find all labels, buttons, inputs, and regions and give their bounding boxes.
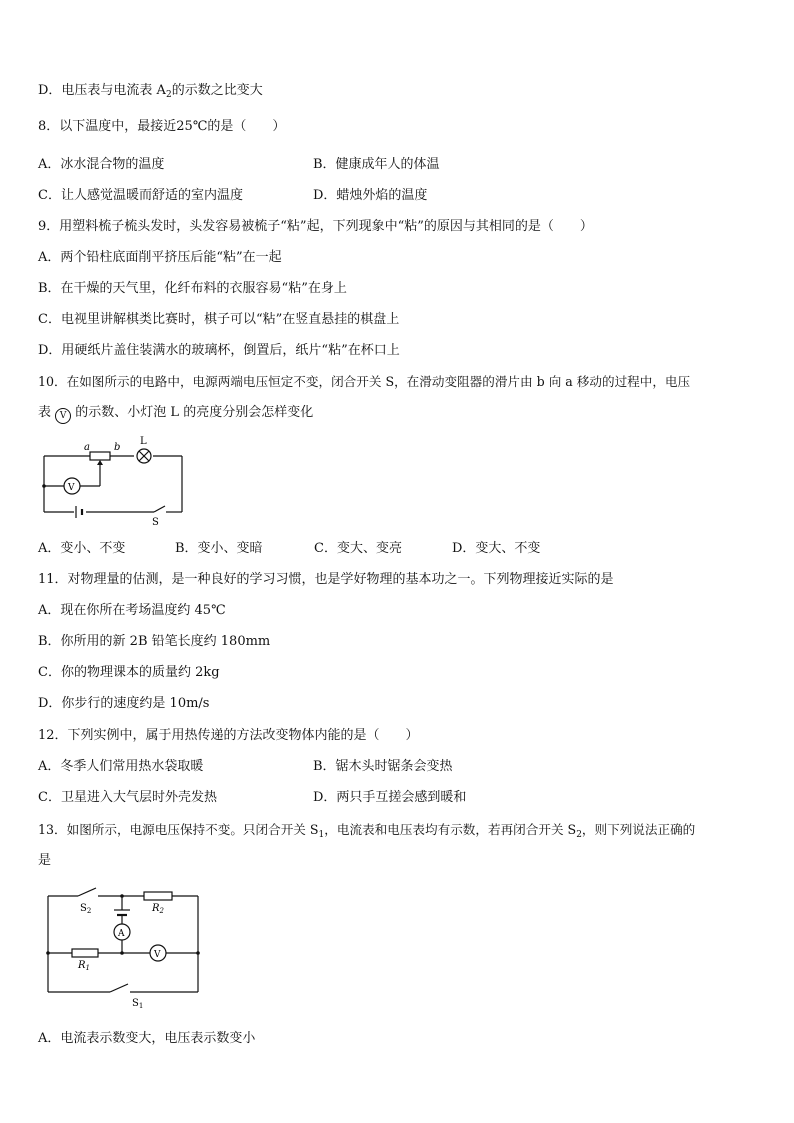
q10-option-a: A．变小、不变 bbox=[38, 541, 126, 556]
circuit-diagram-q13 bbox=[38, 880, 208, 1008]
q10-option-c: C．变大、变亮 bbox=[314, 541, 402, 556]
question-12: 12．下列实例中，属于用热传递的方法改变物体内能的是（ ） bbox=[38, 728, 419, 743]
label-S: S bbox=[152, 517, 159, 528]
subscript: 2 bbox=[165, 90, 172, 100]
q12-option-d: D．两只手互搓会感到暖和 bbox=[313, 790, 467, 805]
q11-option-c: C．你的物理课本的质量约 2kg bbox=[38, 665, 220, 680]
q12-option-a: A．冬季人们常用热水袋取暖 bbox=[38, 759, 204, 774]
voltmeter-symbol: V bbox=[55, 408, 71, 424]
question-11: 11．对物理量的估测，是一种良好的学习习惯，也是学好物理的基本功之一。下列物理接近实际的是 bbox=[38, 572, 614, 587]
q9-option-a: A．两个铅柱底面削平挤压后能“粘”在一起 bbox=[38, 250, 282, 265]
label-a: a bbox=[84, 442, 90, 453]
label-R2: $R_2$ bbox=[152, 903, 164, 915]
q8-option-b: B．健康成年人的体温 bbox=[313, 157, 440, 172]
label-L: L bbox=[140, 436, 147, 447]
q11-option-a: A．现在你所在考场温度约 45℃ bbox=[38, 603, 226, 618]
label-R1: $R_1$ bbox=[78, 960, 90, 972]
q13-text-3: ，则下列说法正确的 bbox=[581, 822, 696, 837]
label-A: A bbox=[118, 929, 125, 939]
label-V: V bbox=[154, 950, 161, 960]
q13-option-a: A．电流表示数变大，电压表示数变小 bbox=[38, 1031, 256, 1046]
prev-option-d-text-end: 的示数之比变大 bbox=[171, 83, 263, 98]
q11-option-d: D．你步行的速度约是 10m/s bbox=[38, 696, 210, 711]
q8-option-a: A．冰水混合物的温度 bbox=[38, 157, 165, 172]
q8-option-c: C．让人感觉温暖而舒适的室内温度 bbox=[38, 188, 243, 203]
subscript: 1 bbox=[318, 830, 325, 840]
q12-option-c: C．卫星进入大气层时外壳发热 bbox=[38, 790, 217, 805]
q13-text-2: ，电流表和电压表均有示数，若再闭合开关 S bbox=[324, 822, 577, 837]
q8-option-d: D．蜡烛外焰的温度 bbox=[313, 188, 428, 203]
circuit-diagram-q10 bbox=[38, 432, 188, 528]
question-13-line-2: 是 bbox=[38, 853, 52, 868]
question-13-line-1 bbox=[38, 821, 695, 844]
prev-option-d bbox=[38, 82, 263, 104]
q9-option-c: C．电视里讲解棋类比赛时，棋子可以“粘”在竖直悬挂的棋盘上 bbox=[38, 312, 400, 327]
subscript: 2 bbox=[576, 830, 582, 840]
q10-text-start: 表 bbox=[38, 405, 52, 420]
question-10-line-2 bbox=[38, 404, 313, 424]
q11-option-b: B．你所用的新 2B 铅笔长度约 180mm bbox=[38, 634, 271, 649]
label-S2: $S_2$ bbox=[80, 903, 92, 915]
label-V: V bbox=[68, 483, 75, 493]
question-10-line-1: 10．在如图所示的电路中，电源两端电压恒定不变，闭合开关 S，在滑动变阻器的滑片由 b 向 a 移动的过程中，电压 bbox=[38, 374, 691, 389]
q10-text-end: 的示数、小灯泡 L 的亮度分别会怎样变化 bbox=[75, 405, 314, 420]
q10-option-d: D．变大、不变 bbox=[452, 541, 541, 556]
q13-text-1: 13．如图所示，电源电压保持不变。只闭合开关 S bbox=[38, 822, 319, 837]
q9-option-d: D．用硬纸片盖住装满水的玻璃杯，倒置后，纸片“粘”在杯口上 bbox=[38, 343, 400, 358]
label-b: b bbox=[114, 442, 121, 453]
q12-option-b: B．锯木头时锯条会变热 bbox=[313, 759, 453, 774]
q9-option-b: B．在干燥的天气里，化纤布料的衣服容易“粘”在身上 bbox=[38, 281, 347, 296]
q10-option-b: B．变小、变暗 bbox=[175, 541, 263, 556]
question-9: 9．用塑料梳子梳头发时，头发容易被梳子“粘”起，下列现象中“粘”的原因与其相同的是（ ） bbox=[38, 219, 593, 234]
label-S1: $S_1$ bbox=[132, 998, 144, 1008]
question-8: 8．以下温度中，最接近25℃的是（ ） bbox=[38, 119, 286, 134]
prev-option-d-text: D．电压表与电流表 A bbox=[38, 83, 166, 98]
